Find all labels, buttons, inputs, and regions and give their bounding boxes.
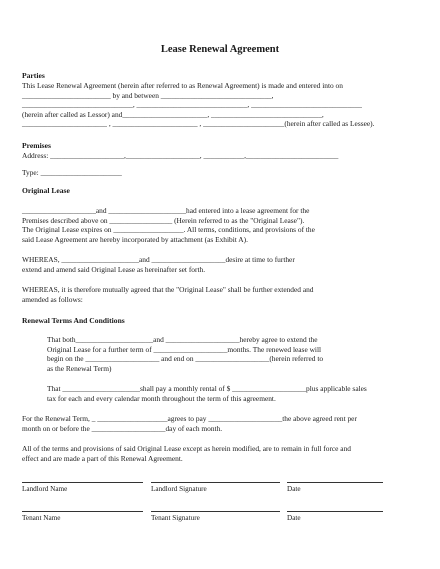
text-line: effect and are made a part of this Renewal Agreement. [22,453,183,463]
text-line: Original Lease for a further term of ____________________months. The renewed lease will [47,344,322,354]
text-line: ________________________ by and between ______________________________, [22,90,274,100]
landlord-name-label: Landlord Name [22,485,68,493]
text-line: extend and amend said Original Lease as hereinafter set forth. [22,264,206,274]
text-line: This Lease Renewal Agreement (herein after referred to as Renewal Agreement) is made and entered into on [22,81,343,90]
renewal-paragraph-2 [47,384,407,403]
landlord-date-line [287,482,383,483]
landlord-signature-line [151,482,280,483]
landlord-date-label: Date [287,485,301,493]
parties-paragraph [22,81,400,129]
text-line: Address: ____________________,____________________, ___________,_________________________ [22,151,339,160]
section-heading-premises: Premises [22,141,51,150]
landlord-signature-label: Landlord Signature [151,485,207,493]
text-line: Type: ______________________ [22,167,122,177]
text-line: WHEREAS, it is therefore mutually agreed that the "Original Lease" shall be further extended and [22,285,314,294]
text-line: as the Renewal Term) [47,363,112,373]
text-line: WHEREAS, _____________________and ____________________desire at time to further [22,255,295,264]
text-line: said Lease Agreement are hereby incorporated by attachment (as Exhibit A). [22,234,248,244]
tenant-signature-line [151,511,280,512]
tenant-date-label: Date [287,514,301,522]
section-heading-original-lease: Original Lease [22,186,70,195]
text-line: ______________________________, ______________________________, ______________________________ [22,100,362,110]
tenant-name-label: Tenant Name [22,514,61,522]
renewal-paragraph-1 [47,335,407,373]
text-line: tax for each and every calendar month throughout the term of this agreement. [47,393,276,403]
original-lease-paragraph [22,206,400,244]
renewal-paragraph-4 [22,444,400,463]
text-line: For the Renewal Term, _ ___________________agrees to pay ____________________the above agreed rent per [22,414,357,423]
tenant-signature-label: Tenant Signature [151,514,200,522]
text-line: (herein after called as Lessor) and_______________________, ______________________________, [22,109,324,119]
text-line: begin on the ____________________ and end on ____________________(herein referred to [47,354,324,364]
text-line: _______________________ , _______________________ , ______________________(herein after called as Lessee). [22,119,375,129]
document-title: Lease Renewal Agreement [160,44,280,55]
text-line: month on or before the ____________________day of each month. [22,423,223,433]
renewal-paragraph-3 [22,414,400,433]
premises-paragraph [22,151,400,177]
tenant-date-line [287,511,383,512]
text-line: The Original Lease expires on ___________________. All terms, conditions, and provisions of the [22,225,315,235]
text-line: That both_____________________and ____________________hereby agree to extend the [47,335,318,344]
landlord-name-line [22,482,143,483]
text-line: Premises described above on _________________ (Herein referred to as the "Original Lease"). [22,215,305,225]
text-line: amended as follows: [22,294,83,304]
whereas-paragraph [22,255,400,274]
text-line: ____________________and _____________________had entered into a lease agreement for the [22,206,310,215]
tenant-name-line [22,511,143,512]
section-heading-renewal-terms: Renewal Terms And Conditions [22,316,125,325]
text-line: All of the terms and provisions of said Original Lease except as herein modified, are to remain in full force and [22,444,351,453]
text-line: That _____________________shall pay a monthly rental of $ ____________________plus applicable sales [47,384,367,393]
therefore-paragraph [22,285,400,304]
section-heading-parties: Parties [22,71,45,80]
